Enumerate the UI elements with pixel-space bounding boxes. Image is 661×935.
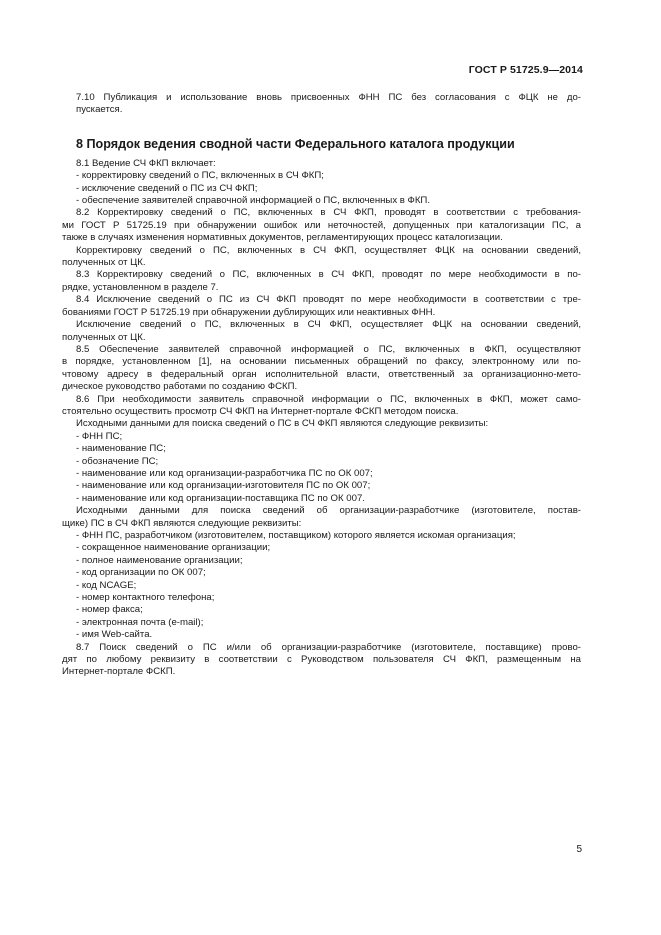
list-item: - электронная почта (e-mail); [76,616,204,628]
list-item: - номер контактного телефона; [76,592,215,604]
list-item: - имя Web-сайта. [76,629,153,641]
list-item: - сокращенное наименование организации; [76,542,271,554]
text-line: в порядке, установленном [1], на основании письменных обращений по факсу, электронному или по- [62,356,581,368]
text-line: Исходными данными для поиска сведений об организации-разработчике (изготовителе, постав- [76,505,581,517]
text-line: 8.4 Исключение сведений о ПС из СЧ ФКП проводят по мере необходимости в соответствии с тре- [76,294,581,306]
list-item: - код организации по ОК 007; [76,567,206,579]
list-item: - код NCAGE; [76,579,137,591]
text-line: полученных от ЦК. [62,257,146,269]
list-item: - наименование ПС; [76,443,166,455]
list-item: - корректировку сведений о ПС, включенных в СЧ ФКП; [76,170,324,182]
text-line: Исключение сведений о ПС, включенных в СЧ ФКП, осуществляет ФЦК на основании сведений, [76,319,581,331]
text-line: также в случаях изменения нормативных документов, регламентирующих процесс каталогизации. [62,232,503,244]
paragraph-8-1 [62,158,581,208]
paragraph-8-3 [62,269,581,294]
paragraph-8-2 [62,207,581,269]
text-line: чтовому адресу в федеральный орган исполнительной власти, ответственный за организационно-мето- [62,368,581,380]
text-line: 8.3 Корректировку сведений о ПС, включенных в СЧ ФКП, проводят по мере необходимости в по- [76,269,581,281]
text-line: ми ГОСТ Р 51725.19 при обнаружении ошибок или неточностей, допущенных при каталогизации ПС, а [62,219,581,231]
paragraph-8-5 [62,344,581,394]
list-item: - ФНН ПС; [76,430,123,442]
section-8-title: 8 Порядок ведения сводной части Федерального каталога продукции [76,136,515,151]
text-line: 8.7 Поиск сведений о ПС и/или об организации-разработчике (изготовителе, поставщике) прово- [76,641,581,653]
paragraph-8-6 [62,394,581,642]
text-line: Корректировку сведений о ПС, включенных в СЧ ФКП, осуществляет ФЦК на основании сведений, [76,244,581,256]
text-line: щике) ПС в СЧ ФКП являются следующие реквизиты: [62,517,302,529]
page-number: 5 [576,844,582,855]
list-item: - обозначение ПС; [76,455,159,467]
list-item: - обеспечение заявителей справочной информацией о ПС, включенных в ФКП. [76,195,430,207]
list-item: - наименование или код организации-изготовителя ПС по ОК 007; [76,480,371,492]
standard-header: ГОСТ Р 51725.9—2014 [468,64,583,76]
text-line: бованиями ГОСТ Р 51725.19 при обнаружении дублирующих или неактивных ФНН. [62,306,436,318]
text-line: дическое руководство работами по созданию ФСКП. [62,381,298,393]
list-item: - номер факса; [76,604,143,616]
text-line: 8.5 Обеспечение заявителей справочной информацией о ПС, включенных в ФКП, осуществляют [76,343,581,355]
text-line: 8.2 Корректировку сведений о ПС, включенных в СЧ ФКП, проводят в соответствии с требования- [76,207,581,219]
text-line: Интернет-портале ФСКП. [62,666,176,678]
text-line: 8.1 Ведение СЧ ФКП включает: [76,157,216,169]
list-item: - ФНН ПС, разработчиком (изготовителем, поставщиком) которого является искомая организация; [76,530,516,541]
page-content [62,92,581,679]
text-line: 7.10 Публикация и использование вновь присвоенных ФНН ПС без согласования с ФЦК не до- [76,92,581,103]
text-line: стоятельно осуществить просмотр СЧ ФКП на Интернет-портале ФСКП методом поиска. [62,405,459,417]
paragraph-8-7 [62,642,581,679]
list-item: - исключение сведений о ПС из СЧ ФКП; [76,182,258,194]
text-line: 8.6 При необходимости заявитель справочной информации о ПС, включенных в ФКП, может само- [76,393,581,405]
paragraph-7-10 [62,92,581,117]
list-item: - наименование или код организации-поставщика ПС по ОК 007. [76,492,365,504]
text-line: дят по любому реквизиту в соответствии с Руководством пользователя СЧ ФКП, размещенным на [62,654,581,666]
paragraph-8-4 [62,294,581,344]
text-line: Исходными данными для поиска сведений о ПС в СЧ ФКП являются следующие реквизиты: [76,418,489,430]
text-line: полученных от ЦК. [62,331,146,343]
text-line: пускается. [76,104,123,116]
text-line: рядке, установленном в разделе 7. [62,281,219,293]
list-item: - наименование или код организации-разработчика ПС по ОК 007; [76,467,373,479]
list-item: - полное наименование организации; [76,554,243,566]
